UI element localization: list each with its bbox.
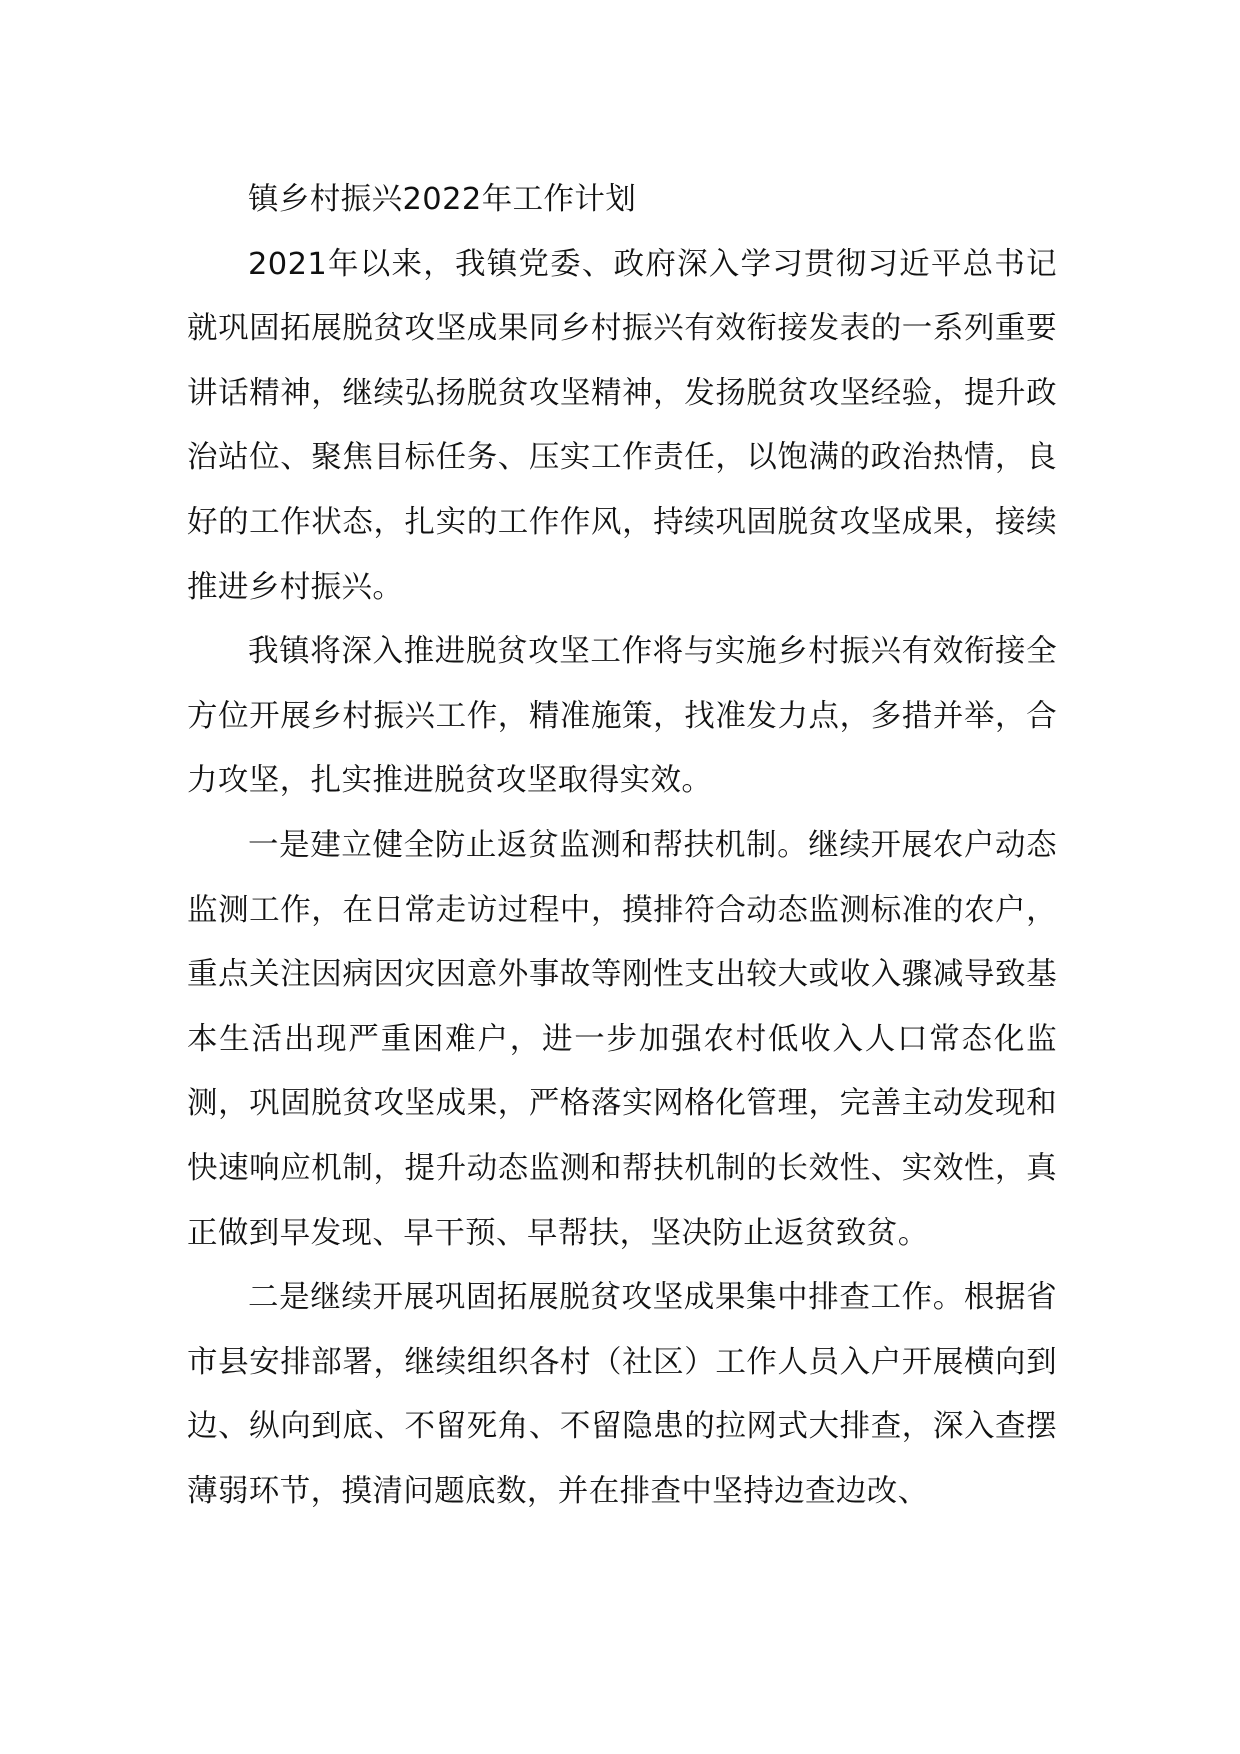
paragraph-item-two: 二是继续开展巩固拓展脱贫攻坚成果集中排查工作。根据省市县安排部署，继续组织各村（社区）工作人员入户开展横向到边、纵向到底、不留死角、不留隐患的拉网式大排查，深入查摆薄弱环节，摸清问题底数，并在排查中坚持边查边改、 xyxy=(187,1280,1057,1509)
paragraph-intro: 2021年以来，我镇党委、政府深入学习贯彻习近平总书记就巩固拓展脱贫攻坚成果同乡村振兴有效衔接发表的一系列重要讲话精神，继续弘扬脱贫攻坚精神，发扬脱贫攻坚经验，提升政治站位、聚焦目标任务、压实工作责任，以饱满的政治热情，良好的工作状态，扎实的工作作风，持续巩固脱贫攻坚成果，接续推进乡村振兴。 xyxy=(187,246,1057,605)
document-title: 镇乡村振兴2022年工作计划 xyxy=(248,182,637,217)
paragraph-plan-overview: 我镇将深入推进脱贫攻坚工作将与实施乡村振兴有效衔接全方位开展乡村振兴工作，精准施策，找准发力点，多措并举，合力攻坚，扎实推进脱贫攻坚取得实效。 xyxy=(187,634,1057,799)
paragraph-item-one: 一是建立健全防止返贫监测和帮扶机制。继续开展农户动态监测工作，在日常走访过程中，摸排符合动态监测标准的农户，重点关注因病因灾因意外事故等刚性支出较大或收入骤减导致基本生活出现严重困难户，进一步加强农村低收入人口常态化监测，巩固脱贫攻坚成果，严格落实网格化管理，完善主动发现和快速响应机制，提升动态监测和帮扶机制的长效性、实效性，真正做到早发现、早干预、早帮扶，坚决防止返贫致贫。 xyxy=(187,827,1057,1251)
document-body xyxy=(187,168,1057,1524)
